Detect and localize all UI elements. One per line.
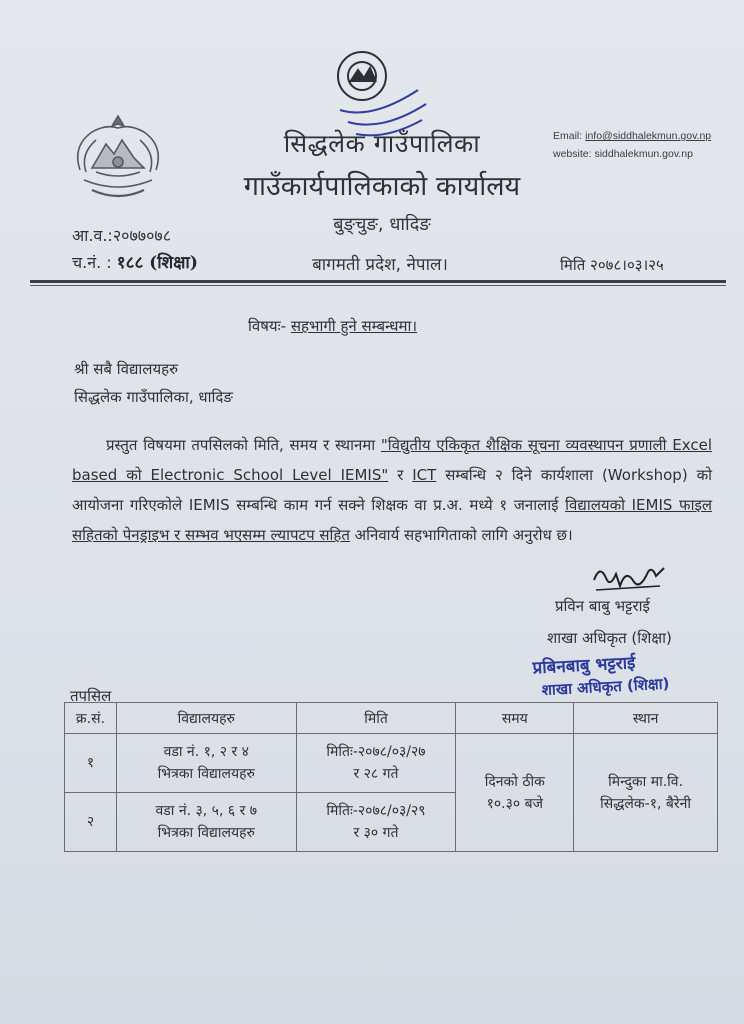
schedule-table (64, 702, 718, 852)
fiscal-value: २०७७०७८ (112, 226, 172, 245)
venue-line-1: मिन्दुका मा.वि. (608, 773, 684, 790)
ref-label: च.नं. : (72, 253, 112, 272)
body-part-1: प्रस्तुत विषयमा तपसिलको मिति, समय र स्थानमा (106, 436, 381, 454)
header-divider (30, 280, 726, 283)
body-paragraph (72, 430, 712, 550)
venue-line-2: सिद्धलेक-१, बैरेनी (600, 795, 692, 812)
body-part-3: सम्बन्धि २ दिने कार्यशाला (Workshop) को आयोजना गरिएकोले IEMIS सम्बन्धि काम गर्न सक्ने शिक्षक वा प्र.अ. मध्ये १ जनालाई (72, 466, 712, 514)
website-label: website: (553, 148, 592, 160)
header-divider-thin (30, 285, 726, 286)
date-line-1: मितिः-२०७८/०३/२९ (326, 803, 426, 819)
stamp-post: शाखा अधिकृत (शिक्षा) (541, 674, 670, 700)
fiscal-label: आ.व.: (72, 226, 113, 245)
serial-cell: २ (65, 793, 117, 852)
column-header: क्र.सं. (65, 703, 117, 734)
time-line-1: दिनको ठीक (484, 773, 545, 790)
date-line-1: मितिः-२०७८/०३/२७ (326, 744, 426, 760)
email-link[interactable]: info@siddhalekmun.gov.np (585, 130, 712, 142)
reference-number (72, 250, 198, 273)
time-cell (456, 734, 574, 852)
addressee (74, 355, 233, 411)
signer-name: प्रविन बाबु भट्टराई (555, 597, 650, 615)
addressee-line-1: श्री सबै विद्यालयहरु (74, 360, 179, 378)
office-title: गाउँकार्यपालिकाको कार्यालय (243, 171, 521, 202)
date-cell (296, 793, 456, 852)
body-part-4: अनिवार्य सहभागिताको लागि अनुरोध छ। (349, 526, 573, 544)
province-line: बागमती प्रदेश, नेपाल। (312, 255, 448, 275)
office-place: बुङ्चुङ, धादिङ (333, 214, 431, 235)
time-line-2: १०.३० बजे (486, 795, 543, 812)
official-stamp (532, 648, 670, 700)
fiscal-year (72, 224, 171, 246)
subject-text: सहभागी हुने सम्बन्धमा। (290, 317, 418, 335)
schools-cell (116, 734, 296, 793)
venue-cell (574, 734, 718, 852)
table-header-row (65, 703, 718, 734)
subject-line (248, 316, 417, 336)
column-header: विद्यालयहरु (116, 703, 296, 734)
ict-text: ICT (412, 466, 437, 484)
website-line (553, 148, 693, 160)
requirement-text: विद्यालयको IEMIS फाइल सहितको पेनड्राइभ र सम्भव भएसम्म ल्यापटप सहित (72, 496, 712, 544)
column-header: स्थान (574, 703, 718, 734)
website-link[interactable]: siddhalekmun.gov.np (594, 148, 693, 160)
addressee-line-2: सिद्धलेक गाउँपालिका, धादिङ (74, 388, 233, 406)
schools-line-1: वडा नं. १, २ र ४ (163, 744, 249, 760)
ref-value: १८८ (शिक्षा) (116, 253, 198, 273)
table-row (65, 734, 718, 793)
body-part-2: र (388, 466, 413, 484)
date-cell (296, 734, 456, 793)
schedule-heading: तपसिल (70, 687, 112, 705)
schools-line-2: भित्रका विद्यालयहरु (157, 825, 255, 841)
serial-cell: १ (65, 734, 117, 793)
signature-icon (590, 560, 670, 600)
workshop-title: "विद्युतीय एकिकृत शैक्षिक सूचना व्यवस्थापन प्रणाली Excel based को Electronic School Level IEMIS" (72, 436, 712, 484)
date-line-2: र २८ गते (353, 766, 399, 782)
letter-date: मिति २०७८।०३।२५ (560, 256, 664, 274)
schools-line-1: वडा नं. ३, ५, ६ र ७ (155, 803, 258, 819)
column-header: मिति (296, 703, 456, 734)
office-name: सिद्धलेक गाउँपालिका (283, 129, 481, 158)
nepal-emblem-icon (62, 110, 174, 210)
email-line (553, 130, 711, 142)
schools-line-2: भित्रका विद्यालयहरु (157, 766, 255, 782)
date-line-2: र ३० गते (353, 825, 399, 841)
schools-cell (116, 793, 296, 852)
subject-label: विषयः- (248, 317, 287, 335)
email-label: Email: (553, 130, 583, 142)
signer-post: शाखा अधिकृत (शिक्षा) (547, 629, 672, 647)
stamp-name: प्रबिनबाबु भट्टराई (532, 653, 636, 679)
column-header: समय (456, 703, 574, 734)
